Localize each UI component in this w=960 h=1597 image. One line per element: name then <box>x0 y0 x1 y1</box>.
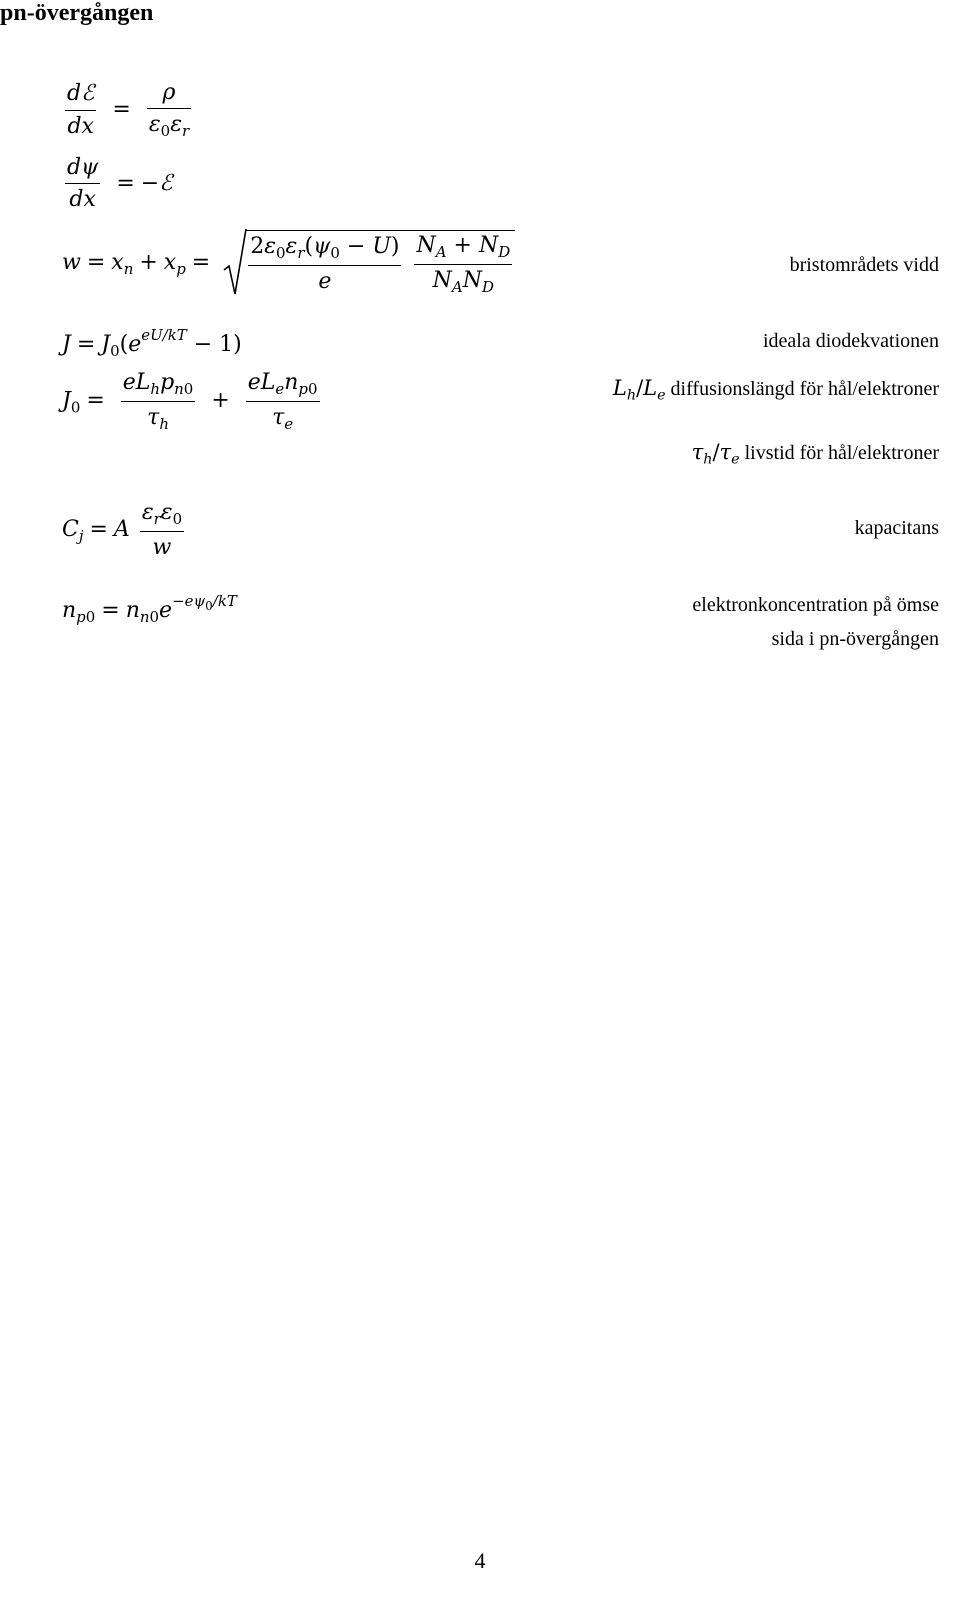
equation-electron-concentration: $n_{p0} = n_{n0}e^{-e\psi_0/kT}$ <box>62 592 237 626</box>
label-capacitance: kapacitans <box>854 517 939 539</box>
equation-diode: $J = J_0(e^{eU/kT} - 1)$ <box>62 326 242 360</box>
label-concentration-line2: sida i pn-övergången <box>771 628 939 650</box>
label-concentration-line1: elektronkoncentration på ömse <box>692 594 939 616</box>
label-diffusion-length: $L_h/L_e$ diffusionslängd för hål/elektroner <box>612 376 939 404</box>
equation-depletion-width: $w = x_n + x_p$ = $\frac{2\varepsilon_0\varepsilon_r(\psi_0 - U)}{e}$ $\frac{N_A + N_D}{N_AN_D}$ <box>62 228 515 298</box>
equation-capacitance: $C_j = A$ $\frac{\varepsilon_r\varepsilon_0}{w}$ <box>62 500 183 560</box>
equation-potential: $\frac{d\psi}{dx}$ = −ℰ <box>67 155 173 213</box>
equation-saturation-current: $J_0$ = $\frac{eL_hp_{n0}}{\tau_h}$ + $\frac{eL_en_{p0}}{\tau_e}$ <box>62 370 318 433</box>
label-diode-equation: ideala diodekvationen <box>762 330 939 352</box>
square-root-icon <box>223 228 247 298</box>
page-number: 4 <box>474 1548 486 1573</box>
section-title: pn-övergången <box>0 0 154 26</box>
equation-gauss: $\frac{\text{dℰ}}{dx}$ = $\frac{\rho}{\varepsilon_0\varepsilon_r}$ <box>67 80 190 141</box>
label-lifetime: $\tau_h/\tau_e$ livstid för hål/elektroner <box>691 440 939 468</box>
label-diffusion-length-text: diffusionslängd för hål/elektroner <box>670 378 939 400</box>
label-lifetime-text: livstid för hål/elektroner <box>744 442 939 464</box>
label-depletion-width: bristområdets vidd <box>789 254 939 276</box>
